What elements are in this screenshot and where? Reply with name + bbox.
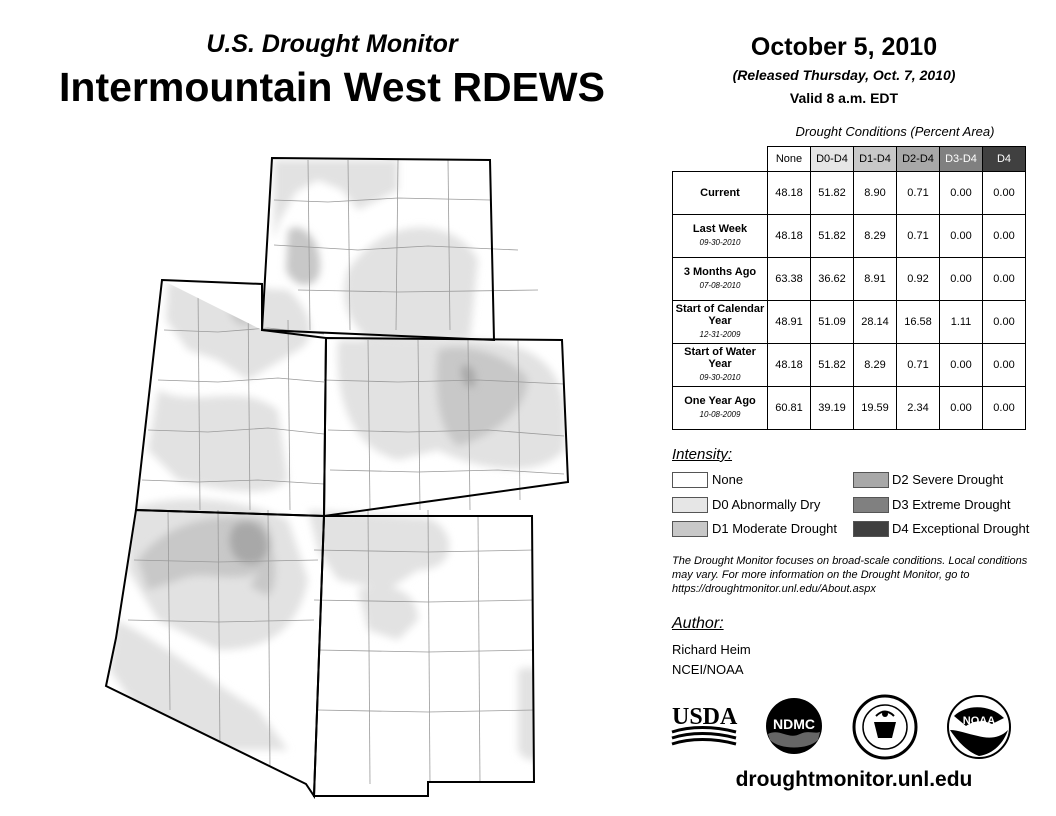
table-cell: 28.14 — [854, 301, 897, 344]
col-header-d1-d4: D1-D4 — [854, 147, 897, 172]
table-cell: 0.00 — [983, 172, 1026, 215]
col-header-d4: D4 — [983, 147, 1026, 172]
valid-time: Valid 8 a.m. EDT — [789, 90, 899, 106]
table-corner — [673, 147, 768, 172]
table-cell: 63.38 — [768, 258, 811, 301]
table-cell: 0.00 — [983, 258, 1026, 301]
row-date: 07-08-2010 — [699, 281, 741, 290]
table-header-row — [673, 147, 1026, 172]
legend-swatch-none — [672, 472, 708, 488]
row-label-text: Start of Water Year — [684, 346, 756, 370]
table-cell: 0.00 — [940, 172, 983, 215]
row-label — [673, 344, 768, 387]
ndmc-logo — [764, 696, 824, 756]
table-cell: 36.62 — [811, 258, 854, 301]
table-cell: 0.71 — [897, 172, 940, 215]
ndmc-logo-text: NDMC — [773, 716, 815, 732]
table-cell: 39.19 — [811, 387, 854, 430]
map-date: October 5, 2010 — [750, 33, 938, 61]
table-cell: 8.90 — [854, 172, 897, 215]
table-cell: 51.82 — [811, 215, 854, 258]
row-label — [673, 215, 768, 258]
col-header-none: None — [768, 147, 811, 172]
disclaimer-note: The Drought Monitor focuses on broad-scale conditions. Local conditions may vary. For more information on the Drought Monitor, go to https://droughtmonitor.unl.edu/About.aspx — [672, 555, 1028, 595]
row-label — [673, 301, 768, 344]
usda-logo — [670, 700, 738, 748]
drought-conditions-table — [672, 146, 1026, 430]
table-cell: 0.00 — [983, 387, 1026, 430]
row-label — [673, 172, 768, 215]
drought-map — [98, 150, 578, 800]
legend-swatch-d0 — [672, 497, 708, 513]
map-subtitle: U.S. Drought Monitor — [206, 30, 458, 58]
map-title: Intermountain West RDEWS — [59, 64, 605, 110]
legend-swatch-d1 — [672, 521, 708, 537]
row-label — [673, 387, 768, 430]
row-label-text: 3 Months Ago — [683, 266, 757, 278]
legend-label-d0: D0 Abnormally Dry — [712, 497, 821, 512]
table-cell: 8.29 — [854, 344, 897, 387]
legend-label-d4: D4 Exceptional Drought — [892, 521, 1030, 536]
noaa-logo — [946, 694, 1012, 760]
table-cell: 0.00 — [983, 344, 1026, 387]
table-cell: 51.82 — [811, 344, 854, 387]
legend-label-d3: D3 Extreme Drought — [892, 497, 1011, 512]
commerce-seal-logo — [852, 694, 918, 760]
table-row — [673, 344, 1026, 387]
table-cell: 51.09 — [811, 301, 854, 344]
row-label-text: Current — [700, 187, 740, 199]
website-url[interactable]: droughtmonitor.unl.edu — [735, 768, 973, 791]
legend-label-d1: D1 Moderate Drought — [712, 521, 838, 536]
table-row — [673, 387, 1026, 430]
table-cell: 0.00 — [940, 387, 983, 430]
table-cell: 2.34 — [897, 387, 940, 430]
table-cell: 19.59 — [854, 387, 897, 430]
row-date: 09-30-2010 — [699, 238, 741, 247]
table-cell: 0.00 — [983, 301, 1026, 344]
legend-swatch-d4 — [853, 521, 889, 537]
author-heading: Author: — [672, 615, 724, 632]
legend-swatch-d2 — [853, 472, 889, 488]
noaa-logo-text: NOAA — [962, 715, 996, 727]
table-cell: 48.18 — [768, 344, 811, 387]
legend-title: Intensity: — [672, 446, 733, 463]
table-row — [673, 258, 1026, 301]
row-date: 09-30-2010 — [699, 373, 741, 382]
table-cell: 8.29 — [854, 215, 897, 258]
row-label-text: Start of Calendar Year — [675, 303, 765, 327]
usda-logo-text: USDA — [672, 704, 738, 730]
row-date: 10-08-2009 — [699, 410, 741, 419]
table-cell: 48.91 — [768, 301, 811, 344]
table-cell: 51.82 — [811, 172, 854, 215]
table-cell: 8.91 — [854, 258, 897, 301]
row-label-text: One Year Ago — [684, 395, 756, 407]
table-caption: Drought Conditions (Percent Area) — [795, 124, 995, 139]
table-cell: 0.71 — [897, 215, 940, 258]
release-date: (Released Thursday, Oct. 7, 2010) — [732, 67, 956, 83]
table-cell: 0.00 — [940, 215, 983, 258]
table-cell: 48.18 — [768, 215, 811, 258]
author-org: NCEI/NOAA — [672, 662, 744, 677]
legend-label-none: None — [712, 472, 744, 487]
col-header-d2-d4: D2-D4 — [897, 147, 940, 172]
author-name: Richard Heim — [672, 642, 751, 657]
table-cell: 0.92 — [897, 258, 940, 301]
table-cell: 16.58 — [897, 301, 940, 344]
table-cell: 0.00 — [983, 215, 1026, 258]
legend-swatch-d3 — [853, 497, 889, 513]
table-row — [673, 172, 1026, 215]
table-cell: 0.71 — [897, 344, 940, 387]
row-label-text: Last Week — [692, 223, 748, 235]
table-cell: 60.81 — [768, 387, 811, 430]
table-cell: 0.00 — [940, 258, 983, 301]
table-row — [673, 301, 1026, 344]
table-cell: 48.18 — [768, 172, 811, 215]
row-label — [673, 258, 768, 301]
col-header-d0-d4: D0-D4 — [811, 147, 854, 172]
legend-label-d2: D2 Severe Drought — [892, 472, 1004, 487]
table-row — [673, 215, 1026, 258]
table-cell: 1.11 — [940, 301, 983, 344]
col-header-d3-d4: D3-D4 — [940, 147, 983, 172]
table-cell: 0.00 — [940, 344, 983, 387]
row-date: 12-31-2009 — [699, 330, 741, 339]
